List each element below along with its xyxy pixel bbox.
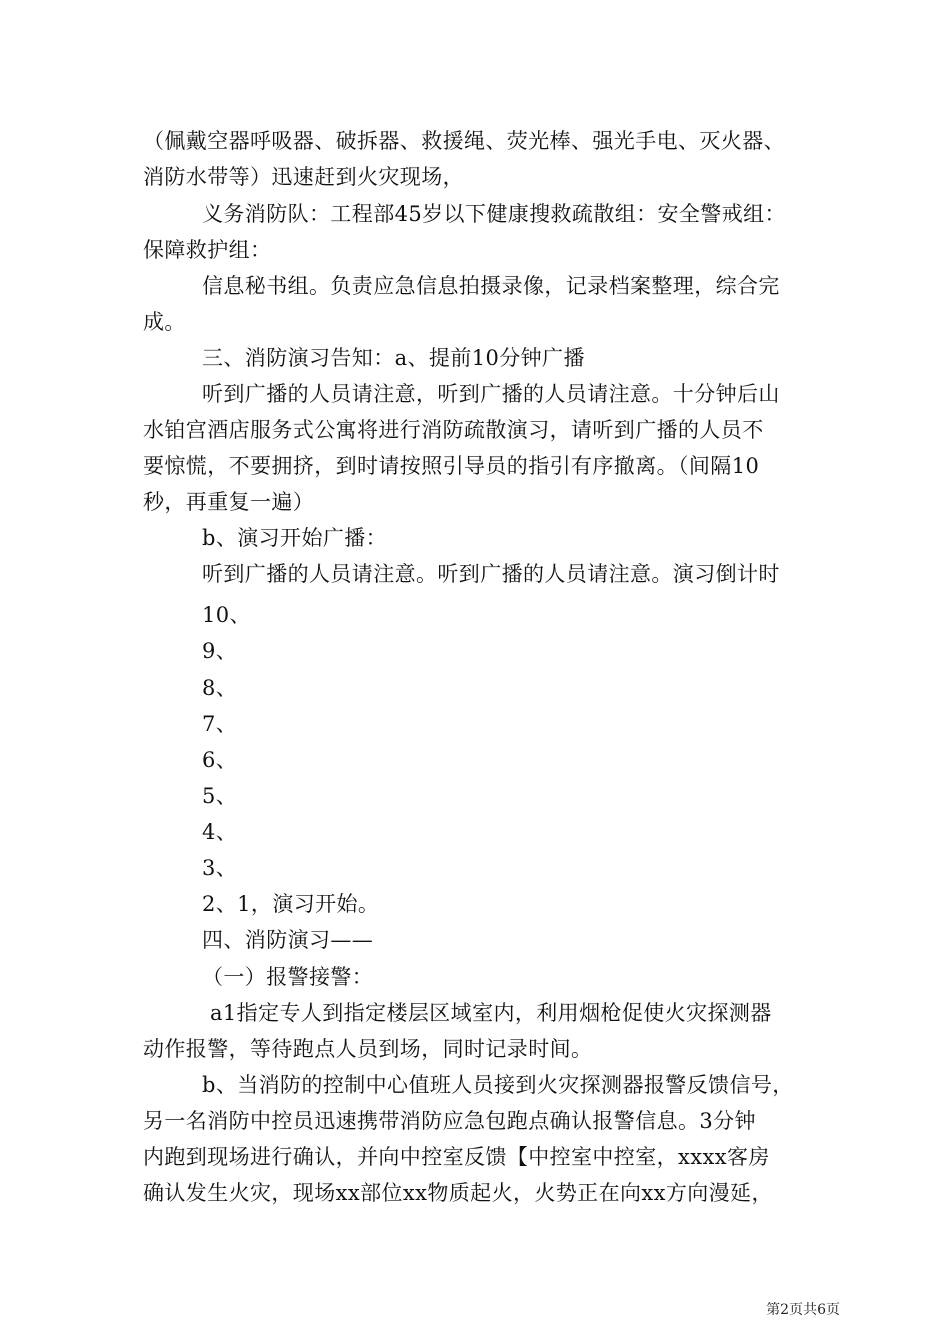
countdown-line: 7、: [202, 712, 238, 736]
countdown-line: 3、: [202, 856, 238, 880]
text-line: 听到广播的人员请注意。听到广播的人员请注意。演习倒计时: [202, 562, 780, 586]
countdown-line: 6、: [202, 748, 238, 772]
countdown-line: 9、: [202, 639, 238, 663]
text-line: 信息秘书组。负责应急信息拍摄录像，记录档案整理，综合完: [202, 274, 780, 298]
text-line: 内跑到现场进行确认，并向中控室反馈【中控室中控室，xxxx客房: [143, 1145, 770, 1169]
text-line: 动作报警，等待跑点人员到场，同时记录时间。: [143, 1037, 593, 1061]
countdown-line: 5、: [202, 784, 238, 808]
text-line: b、演习开始广播：: [202, 526, 388, 550]
text-line: 保障救护组：: [143, 238, 272, 262]
text-line: 另一名消防中控员迅速携带消防应急包跑点确认报警信息。3分钟: [143, 1109, 756, 1133]
section-heading: 四、消防演习——: [202, 928, 374, 952]
text-line: a1指定专人到指定楼层区域室内，利用烟枪促使火灾探测器: [210, 1001, 772, 1025]
text-line: （佩戴空器呼吸器、破拆器、救援绳、荧光棒、强光手电、灭火器、: [143, 129, 785, 153]
text-line: 确认发生火灾，现场xx部位xx物质起火，火势正在向xx方向漫延，: [143, 1181, 773, 1205]
countdown-line: 8、: [202, 676, 238, 700]
countdown-line: 2、1，演习开始。: [202, 892, 380, 916]
countdown-line: 10、: [202, 603, 251, 627]
text-line: 水铂宫酒店服务式公寓将进行消防疏散演习，请听到广播的人员不: [143, 418, 764, 442]
section-heading: 三、消防演习告知：a、提前10分钟广播: [202, 346, 585, 370]
text-line: 消防水带等）迅速赶到火灾现场，: [143, 165, 464, 189]
text-line: 秒，再重复一遍）: [143, 490, 315, 514]
countdown-line: 4、: [202, 820, 238, 844]
text-line: 听到广播的人员请注意，听到广播的人员请注意。十分钟后山: [202, 382, 780, 406]
text-line: b、当消防的控制中心值班人员接到火灾探测器报警反馈信号，: [202, 1073, 794, 1097]
text-line: 成。: [143, 310, 186, 334]
text-line: 义务消防队：工程部45岁以下健康搜救疏散组：安全警戒组：: [202, 202, 786, 226]
page-number: 第2页共6页: [766, 1302, 840, 1318]
text-line: 要惊慌，不要拥挤，到时请按照引导员的指引有序撤离。（间隔10: [143, 454, 760, 478]
subsection-heading: （一）报警接警：: [202, 965, 374, 989]
